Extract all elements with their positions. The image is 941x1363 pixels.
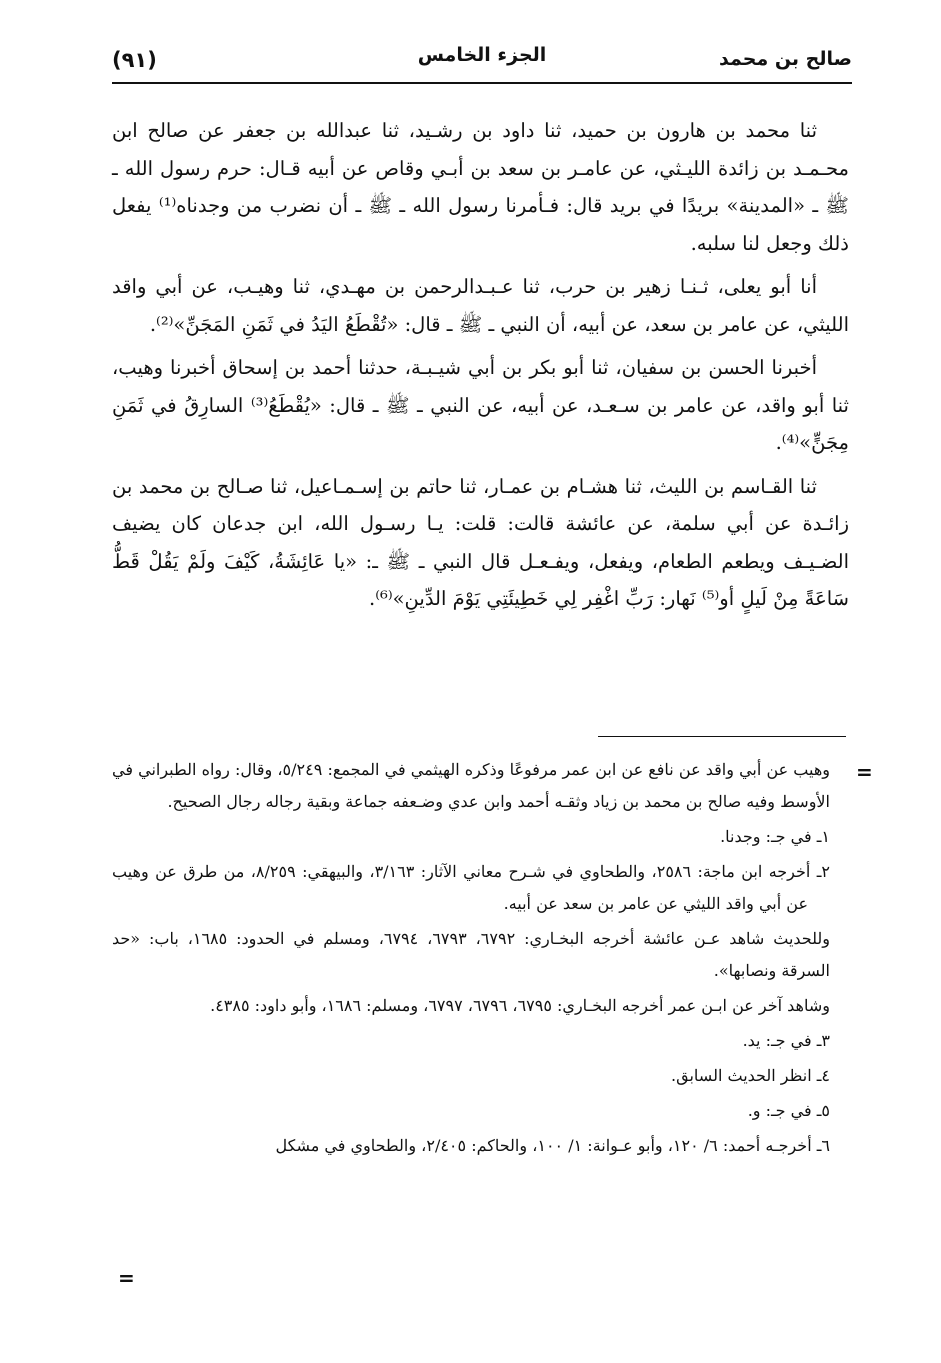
footnote-2-witness-2: وشاهد آخر عن ابـن عمر أخرجه البخـاري: ٦٧٩٥، ٦٧٩٦، ٦٧٩٧، ومسلم: ١٦٨٦، وأبو داود: ٤٣٨٥.: [210, 996, 830, 1015]
footnote-1: ١ـ في جـ: وجدنا.: [720, 827, 830, 846]
hadith-paragraph-4: ثنا القـاسم بن الليث، ثنا هشـام بن عمـار، ثنا حاتم بن إسـمـاعيل، ثنا صـالح بن محمد بن زائـدة عن أبي سلمة، عن عائشة قالت: قلت: يـا رسـول الله، ابن جدعان كان يضيف الضـيـف ويطعم الطعام، ويفعل، ويفـعـل قال النبي ـ ﷺ ـ: «يا عَائِشَةُ، كَيْفَ ولَمْ يَقُلْ قَطُّ سَاعَةً مِنْ لَيلٍ أو⁽⁵⁾ نَهار: رَبِّ اغْفِر لِي خَطِيئَتِي يَوْمَ الدِّينِ»⁽⁶⁾.: [112, 474, 849, 610]
header-rule: [112, 82, 852, 84]
footnotes: [112, 754, 830, 1165]
footnote-2: ٢ـ أخرجه ابن ماجة: ٢٥٨٦، والطحاوي في شـرح معاني الآثار: ٣/١٦٣، والبيهقي: ٨/٢٥٩، من طرق عن وهيب عن أبي واقد الليثي عن عامر بن سعد عن أبيه.: [112, 862, 831, 913]
page-number: (٩١): [112, 48, 157, 72]
footnote-6: ٦ـ أخرجـه أحمد: ٦/ ١٢٠، وأبو عـوانة: ١/ ١٠٠، والحاكم: ٢/٤٠٥، والطحاوي في مشكل: [275, 1136, 830, 1155]
header-author: صالح بن محمد: [719, 48, 852, 70]
footnote-4: ٤ـ انظر الحديث السابق.: [671, 1066, 830, 1085]
footnote-continuation: وهيب عن أبي واقد عن نافع عن ابن عمر مرفوعًا وذكره الهيثمي في المجمع: ٥/٢٤٩، وقال: رواه الطبراني في الأوسط وفيه صالح بن محمد بن زياد وثقـه أحمد وابن عدي وضـعفه جماعة وبقية رجاله رجال الصحيح.: [112, 760, 831, 811]
continuation-marker-bottom: =: [118, 1266, 135, 1290]
hadith-paragraph-1: ثنا محمد بن هارون بن حميد، ثنا داود بن رشـيد، ثنا عبدالله بن جعفر عن صالح ابن محـمـد بن زائدة الليـثي، عن عامـر بن سعد بن أبـي وقاص عن أبيه قـال: حرم رسول الله ـ ﷺ ـ «المدينة» بريدًا في بريد قال: فـأمرنا رسول الله ـ ﷺ ـ أن نضرب من وجدناه⁽¹⁾ يفعل ذلك وجعل لنا سلبه.: [112, 119, 849, 255]
continuation-marker-top: =: [856, 760, 873, 784]
running-header: [112, 40, 852, 80]
footnote-2-witness-1: وللحديث شاهد عـن عائشة أخرجه البخـاري: ٦٧٩٢، ٦٧٩٣، ٦٧٩٤، ومسلم في الحدود: ١٦٨٥، باب: «حد السرقة ونصابها».: [112, 929, 831, 980]
footnote-3: ٣ـ في جـ: يد.: [742, 1031, 830, 1050]
footnote-5: ٥ـ في جـ: و.: [747, 1101, 830, 1120]
hadith-paragraph-3: أخبرنا الحسن بن سفيان، ثنا أبو بكر بن أبي شيـبـة، حدثنا أحمد بن إسحاق أخبرنا وهيب، ثنا أبو واقد، عن عامر بن سـعـد، عن أبيه، عن النبي ـ ﷺ ـ قال: «يُقْطَعُ⁽³⁾ السارِقُ في ثَمَنِ مِجَنٍّ»⁽⁴⁾.: [112, 356, 849, 454]
footnote-separator: [598, 736, 846, 737]
main-text: [112, 112, 849, 624]
header-volume: الجزء الخامس: [417, 44, 547, 66]
hadith-paragraph-2: أنا أبو يعلى، ثـنـا زهير بن حرب، ثنا عـبـدالرحمن بن مهـدي، ثنا وهيـب، عن أبي واقد الليثي، عن عامر بن سعد، عن أبيه، أن النبي ـ ﷺ ـ قال: «تُقْطَعُ اليَدُ في ثَمَنِ المَجَنِّ»⁽²⁾.: [112, 275, 849, 336]
